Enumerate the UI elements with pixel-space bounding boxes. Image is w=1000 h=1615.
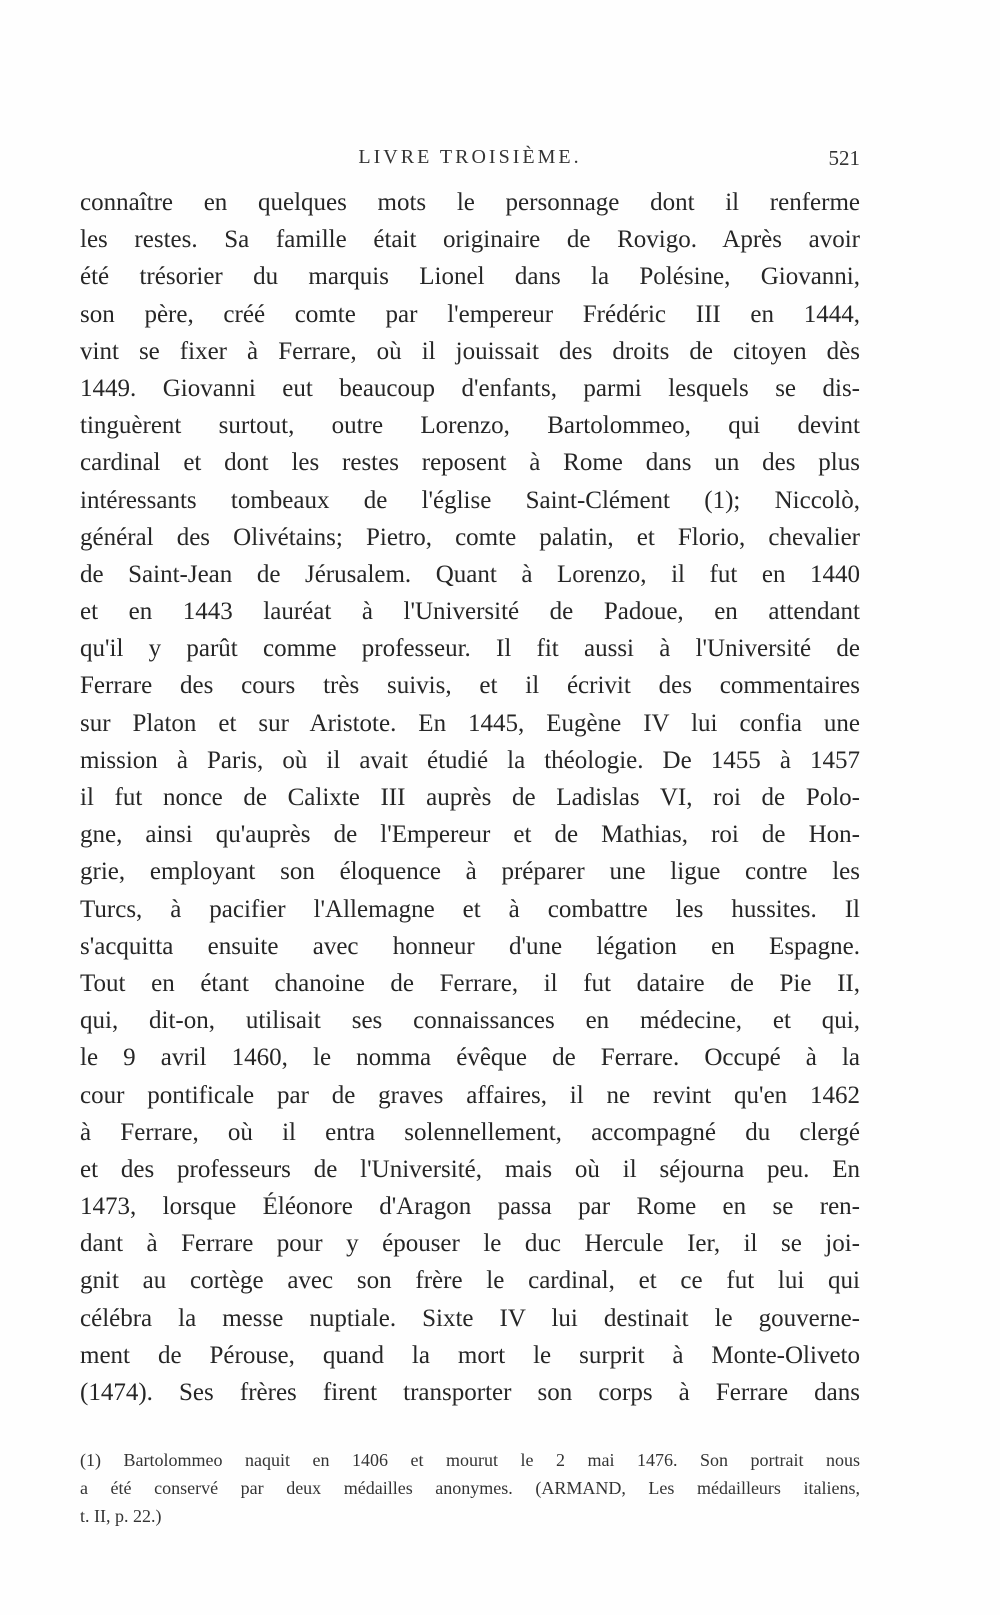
text-line: et des professeurs de l'Université, mais où il séjourna peu. En — [80, 1155, 860, 1183]
text-line: et en 1443 lauréat à l'Université de Padoue, en attendant — [80, 598, 860, 626]
running-title: LIVRE TROISIÈME. — [358, 146, 582, 168]
text-line: les restes. Sa famille était originaire de Rovigo. Après avoir — [80, 226, 860, 254]
text-line: à Ferrare, où il entra solennellement, accompagné du clergé — [80, 1118, 860, 1146]
text-line: mission à Paris, où il avait étudié la théologie. De 1455 à 1457 — [80, 746, 860, 774]
footnote-line: (1) Bartolommeo naquit en 1406 et mourut le 2 mai 1476. Son portrait nous — [80, 1450, 860, 1470]
text-line: gnit au cortège avec son frère le cardinal, et ce fut lui qui — [80, 1267, 860, 1295]
text-line: cardinal et dont les restes reposent à Rome dans un des plus — [80, 449, 860, 477]
text-line: sur Platon et sur Aristote. En 1445, Eugène IV lui confia une — [80, 709, 860, 737]
text-line: grie, employant son éloquence à préparer une ligue contre les — [80, 858, 860, 886]
text-line: Turcs, à pacifier l'Allemagne et à combattre les hussites. Il — [80, 895, 860, 923]
running-head — [80, 146, 860, 176]
text-line: s'acquitta ensuite avec honneur d'une légation en Espagne. — [80, 932, 860, 960]
text-line: il fut nonce de Calixte III auprès de Ladislas VI, roi de Polo- — [80, 784, 860, 811]
text-line: tinguèrent surtout, outre Lorenzo, Bartolommeo, qui devint — [80, 412, 860, 440]
text-line: le 9 avril 1460, le nomma évêque de Ferrare. Occupé à la — [80, 1044, 860, 1072]
text-line: dant à Ferrare pour y épouser le duc Hercule Ier, il se joi- — [80, 1230, 860, 1258]
text-line: été trésorier du marquis Lionel dans la Polésine, Giovanni, — [80, 263, 860, 291]
text-line: 1449. Giovanni eut beaucoup d'enfants, parmi lesquels se dis- — [80, 374, 860, 402]
page-number: 521 — [828, 146, 860, 170]
text-line: (1474). Ses frères firent transporter son corps à Ferrare dans — [80, 1379, 860, 1406]
text-line: cour pontificale par de graves affaires, il ne revint qu'en 1462 — [80, 1081, 860, 1109]
footnotes — [80, 1446, 860, 1530]
text-line: vint se fixer à Ferrare, où il jouissait des droits de citoyen dès — [80, 337, 860, 365]
text-line: de Saint-Jean de Jérusalem. Quant à Lorenzo, il fut en 1440 — [80, 560, 860, 588]
text-line: son père, créé comte par l'empereur Frédéric III en 1444, — [80, 300, 860, 328]
text-line: connaître en quelques mots le personnage dont il renferme — [80, 189, 860, 216]
footnote-line: a été conservé par deux médailles anonymes. (ARMAND, Les médailleurs italiens, — [80, 1478, 860, 1498]
text-line: célébra la messe nuptiale. Sixte IV lui destinait le gouverne- — [80, 1304, 860, 1332]
text-line: ment de Pérouse, quand la mort le surprit à Monte-Oliveto — [80, 1341, 860, 1369]
text-line: qui, dit-on, utilisait ses connaissances en médecine, et qui, — [80, 1007, 860, 1035]
text-line: Ferrare des cours très suivis, et il écrivit des commentaires — [80, 672, 860, 700]
text-line: 1473, lorsque Éléonore d'Aragon passa par Rome en se ren- — [80, 1193, 860, 1221]
text-line: intéressants tombeaux de l'église Saint-Clément (1); Niccolò, — [80, 486, 860, 514]
footnote-line: t. II, p. 22.) — [80, 1506, 162, 1526]
text-line: gne, ainsi qu'auprès de l'Empereur et de Mathias, roi de Hon- — [80, 821, 860, 849]
text-line: Tout en étant chanoine de Ferrare, il fut dataire de Pie II, — [80, 969, 860, 997]
text-line: général des Olivétains; Pietro, comte palatin, et Florio, chevalier — [80, 523, 860, 551]
body-text — [80, 184, 860, 1411]
text-line: qu'il y parût comme professeur. Il fit aussi à l'Université de — [80, 635, 860, 663]
